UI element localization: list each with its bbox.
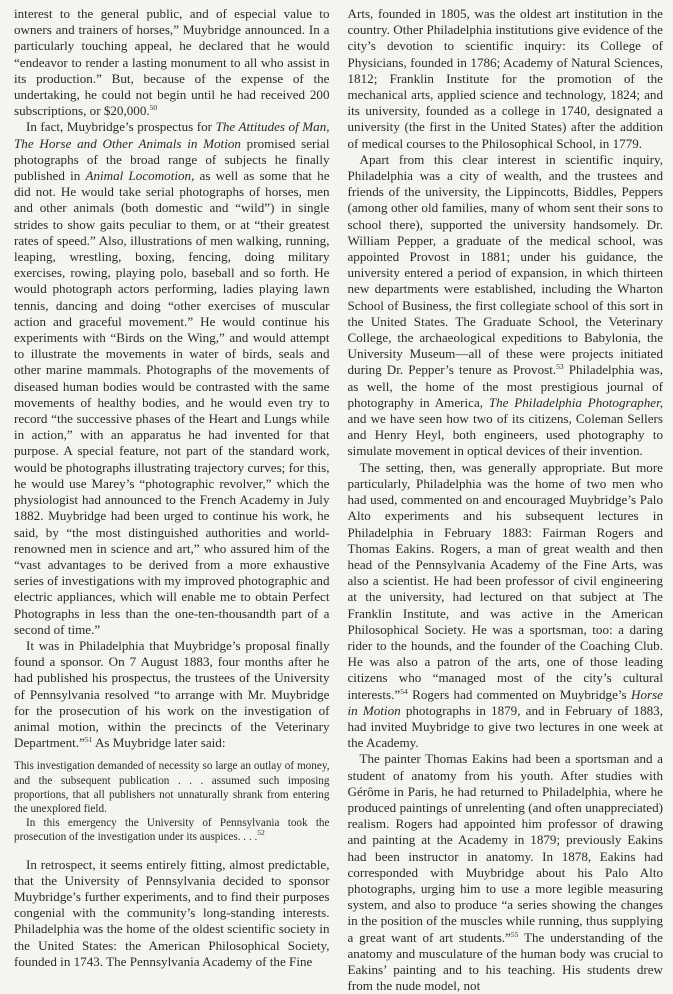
left-column [14, 6, 330, 969]
paragraph-text: promised serial photographs of the broad range of subjects he finally published in [14, 135, 330, 184]
work-title: Horse in Motion [347, 686, 663, 718]
paragraph-text: In fact, Muybridge’s prospectus for [26, 119, 216, 135]
paragraph-text: In retrospect, it seems entirely fitting, almost predictable, that the University of Pennsylvania decided to sponsor Muybridge’s further experiments, and to find their purposes congenial with the community’s long-standing interests. Philadelphia was the home of the oldest scientific society in the United States: the American Philosophical Society, founded in 1743. The Pennsylvania Academy of the Fine [14, 856, 330, 969]
paragraph [14, 638, 330, 751]
paragraph-text: It was in Philadelphia that Muybridge’s proposal finally found a sponsor. On 7 August 1883, four months after he had published his prospectus, the trustees of the University of Pennsylvania resolved “to arrange with Mr. Muybridge for the prosecution of his work on the investigation of animal motion, within the precincts of the Veterinary Department.” [14, 637, 330, 751]
paragraph-text: Rogers had commented on Muybridge’s [407, 686, 631, 702]
paragraph [348, 6, 664, 152]
footnote-ref: 55 [510, 929, 519, 939]
journal-title: The Philadelphia Photographer, [488, 394, 663, 410]
footnote-ref: 53 [556, 362, 564, 372]
quote-text: In this emergency the University of Pennsylvania took the prosecution of the investigation under its auspices. . . . [14, 817, 330, 844]
paragraph-text: Apart from this clear interest in scientific inquiry, Philadelphia was a city of wealth, and the trustees and friends of the university, the Lippincotts, Biddles, Peppers (among other old families, many of whom sent their sons to school there), supported the university handsomely. Dr. William Pepper, a graduate of the medical school, was appointed Provost in 1881; under his guidance, the university entered a period of expansion, in which thirteen new departments were established, including the Wharton School of Business, the first collegiate school of this sort in the United States. The Graduate School, the Veterinary College, the archaeological expeditions to Babylonia, the University Museum—all of these were projects initiated during Dr. Pepper’s tenure as Provost. [347, 151, 663, 378]
book-title: Animal Locomotion, [85, 168, 195, 184]
paragraph-text: as well as some that he did not. He would take serial photographs of horses, men and other animals (both domestic and “wild”) in single strides to show gaits peculiar to them, or at “their greatest rates of speed.” Also, illustrations of men walking, running, leaping, wrestling, boxing, fencing, doing military exercises, rowing, playing polo, baseball and so forth. He would photograph actors performing, ladies playing lawn tennis, dancing and doing “other exercises of muscular action and graceful movement.” He would continue his experiments with “Birds on the Wing,” and would attempt to illustrate the movements in water of birds, seals and other marine mammals. Photographs of the movements of diseased human bodies would be contrasted with the same movements of healthy bodies, and he would even try to record “the successive phases of the Heart and Lungs while in action,” with an apparatus he had invented for that purpose. A special feature, not part of the standard work, would be photographs illustrating trajectory curves; for this, he would use Marey’s “photographic revolver,” which the physiologist had announced to the French Academy in July 1882. Muybridge had been urged to continue his work, he said, by “the most distinguished authorities and world-renowned men in science and art,” who assured him of the “vast advantages to be derived from a more exhaustive series of investigations with my improved photographic and electric appliances, which will enable me to obtain Perfect Photographs in less than the one-ten-thousandth part of a second of time.” [14, 168, 330, 637]
paragraph-text: The setting, then, was generally appropriate. But more particularly, Philadelphia was the home of two men who had used, commented on and encouraged Muybridge’s Palo Alto experiments and his subsequent lectures in Philadelphia in February 1883: Fairman Rogers and Thomas Eakins. Rogers, a man of great wealth and then head of the Pennsylvania Academy of the Fine Arts, was also a scientist. He had been professor of civil engineering at the university, had lectured on that subject at The Franklin Institute, and was active in the American Philosophical Society. He was a sportsman, too: a daring rider to the hounds, and the founder of the Coaching Club. He was also a patron of the arts, one of those leading citizens who “managed most of the city’s cultural interests.” [347, 459, 663, 702]
book-title: The Attitudes of Man, The Horse and Other Animals in Motion [14, 119, 330, 151]
paragraph [14, 6, 330, 119]
quote-paragraph: This investigation demanded of necessity so large an outlay of money, and the subsequent publication . . . assumed such imposing proportions, that all publishers not unnaturally shrank from entering the unexplored field. [14, 760, 330, 815]
paragraph-text: Arts, founded in 1805, was the oldest art institution in the country. Other Philadelphia institutions give evidence of the city’s devotion to scientific inquiry: its College of Physicians, founded in 1786; Academy of Natural Sciences, 1812; Franklin Institute for the promotion of the mechanical arts, applied science and technology, 1824; and its university, founded as a college in 1740, designated a university (the first in the United States) after the addition of medical courses to the Philosophical School, in 1779. [347, 6, 663, 151]
quote-paragraph [14, 816, 330, 844]
paragraph-text: As Muybridge later said: [92, 735, 226, 751]
footnote-ref: 51 [84, 735, 93, 745]
footnote-ref: 50 [149, 103, 158, 113]
paragraph-text: The understanding of the anatomy and musculature of the human body was crucial to Eakins’ painting and to his teaching. His students drew from the nude model, not [347, 929, 663, 994]
paragraph [14, 857, 330, 970]
paragraph-text: interest to the general public, and of especial value to owners and trainers of horses,” Muybridge announced. In a particularly touching appeal, he declared that he would “endeavor to render a lasting monument to all who assist in its production.” But, because of the expense of the undertaking, he could not begin until he had received 200 subscriptions, or $20,000. [14, 6, 330, 119]
paragraph [348, 460, 664, 752]
paragraph-text: photographs in 1879, and in February of 1883, had invited Muybridge to give two lectures in one week at the Academy. [347, 702, 663, 751]
right-column [347, 6, 664, 994]
footnote-ref: 54 [400, 686, 408, 696]
paragraph-text: The painter Thomas Eakins had been a sportsman and a student of anatomy from his youth. After studies with Gérôme in Paris, he had returned to Philadelphia, where he produced paintings of unrelenting (and often unappreciated) realism. Rogers had appointed him professor of drawing and painting at the Academy in 1879; previously Eakins had been instructor in anatomy. In 1878, Eakins had corresponded with Muybridge about his Palo Alto photographs, urging him to use a more legible measuring system, and also to produce “a series showing the changes in the position of the muscles while running, thus supplying a great want of art students.” [347, 751, 663, 945]
footnote-ref: 52 [257, 828, 265, 838]
paragraph-text: Philadelphia was, as well, the home of the most prestigious journal of photography in America, [347, 362, 663, 410]
paragraph [348, 751, 664, 994]
block-quote [14, 759, 330, 844]
paragraph [348, 152, 664, 460]
paragraph-text: and we have seen how two of its citizens, Coleman Sellers and Henry Heyl, both engineers, used photography to simulate movement in optical devices of their invention. [347, 411, 663, 459]
paragraph [14, 119, 330, 638]
